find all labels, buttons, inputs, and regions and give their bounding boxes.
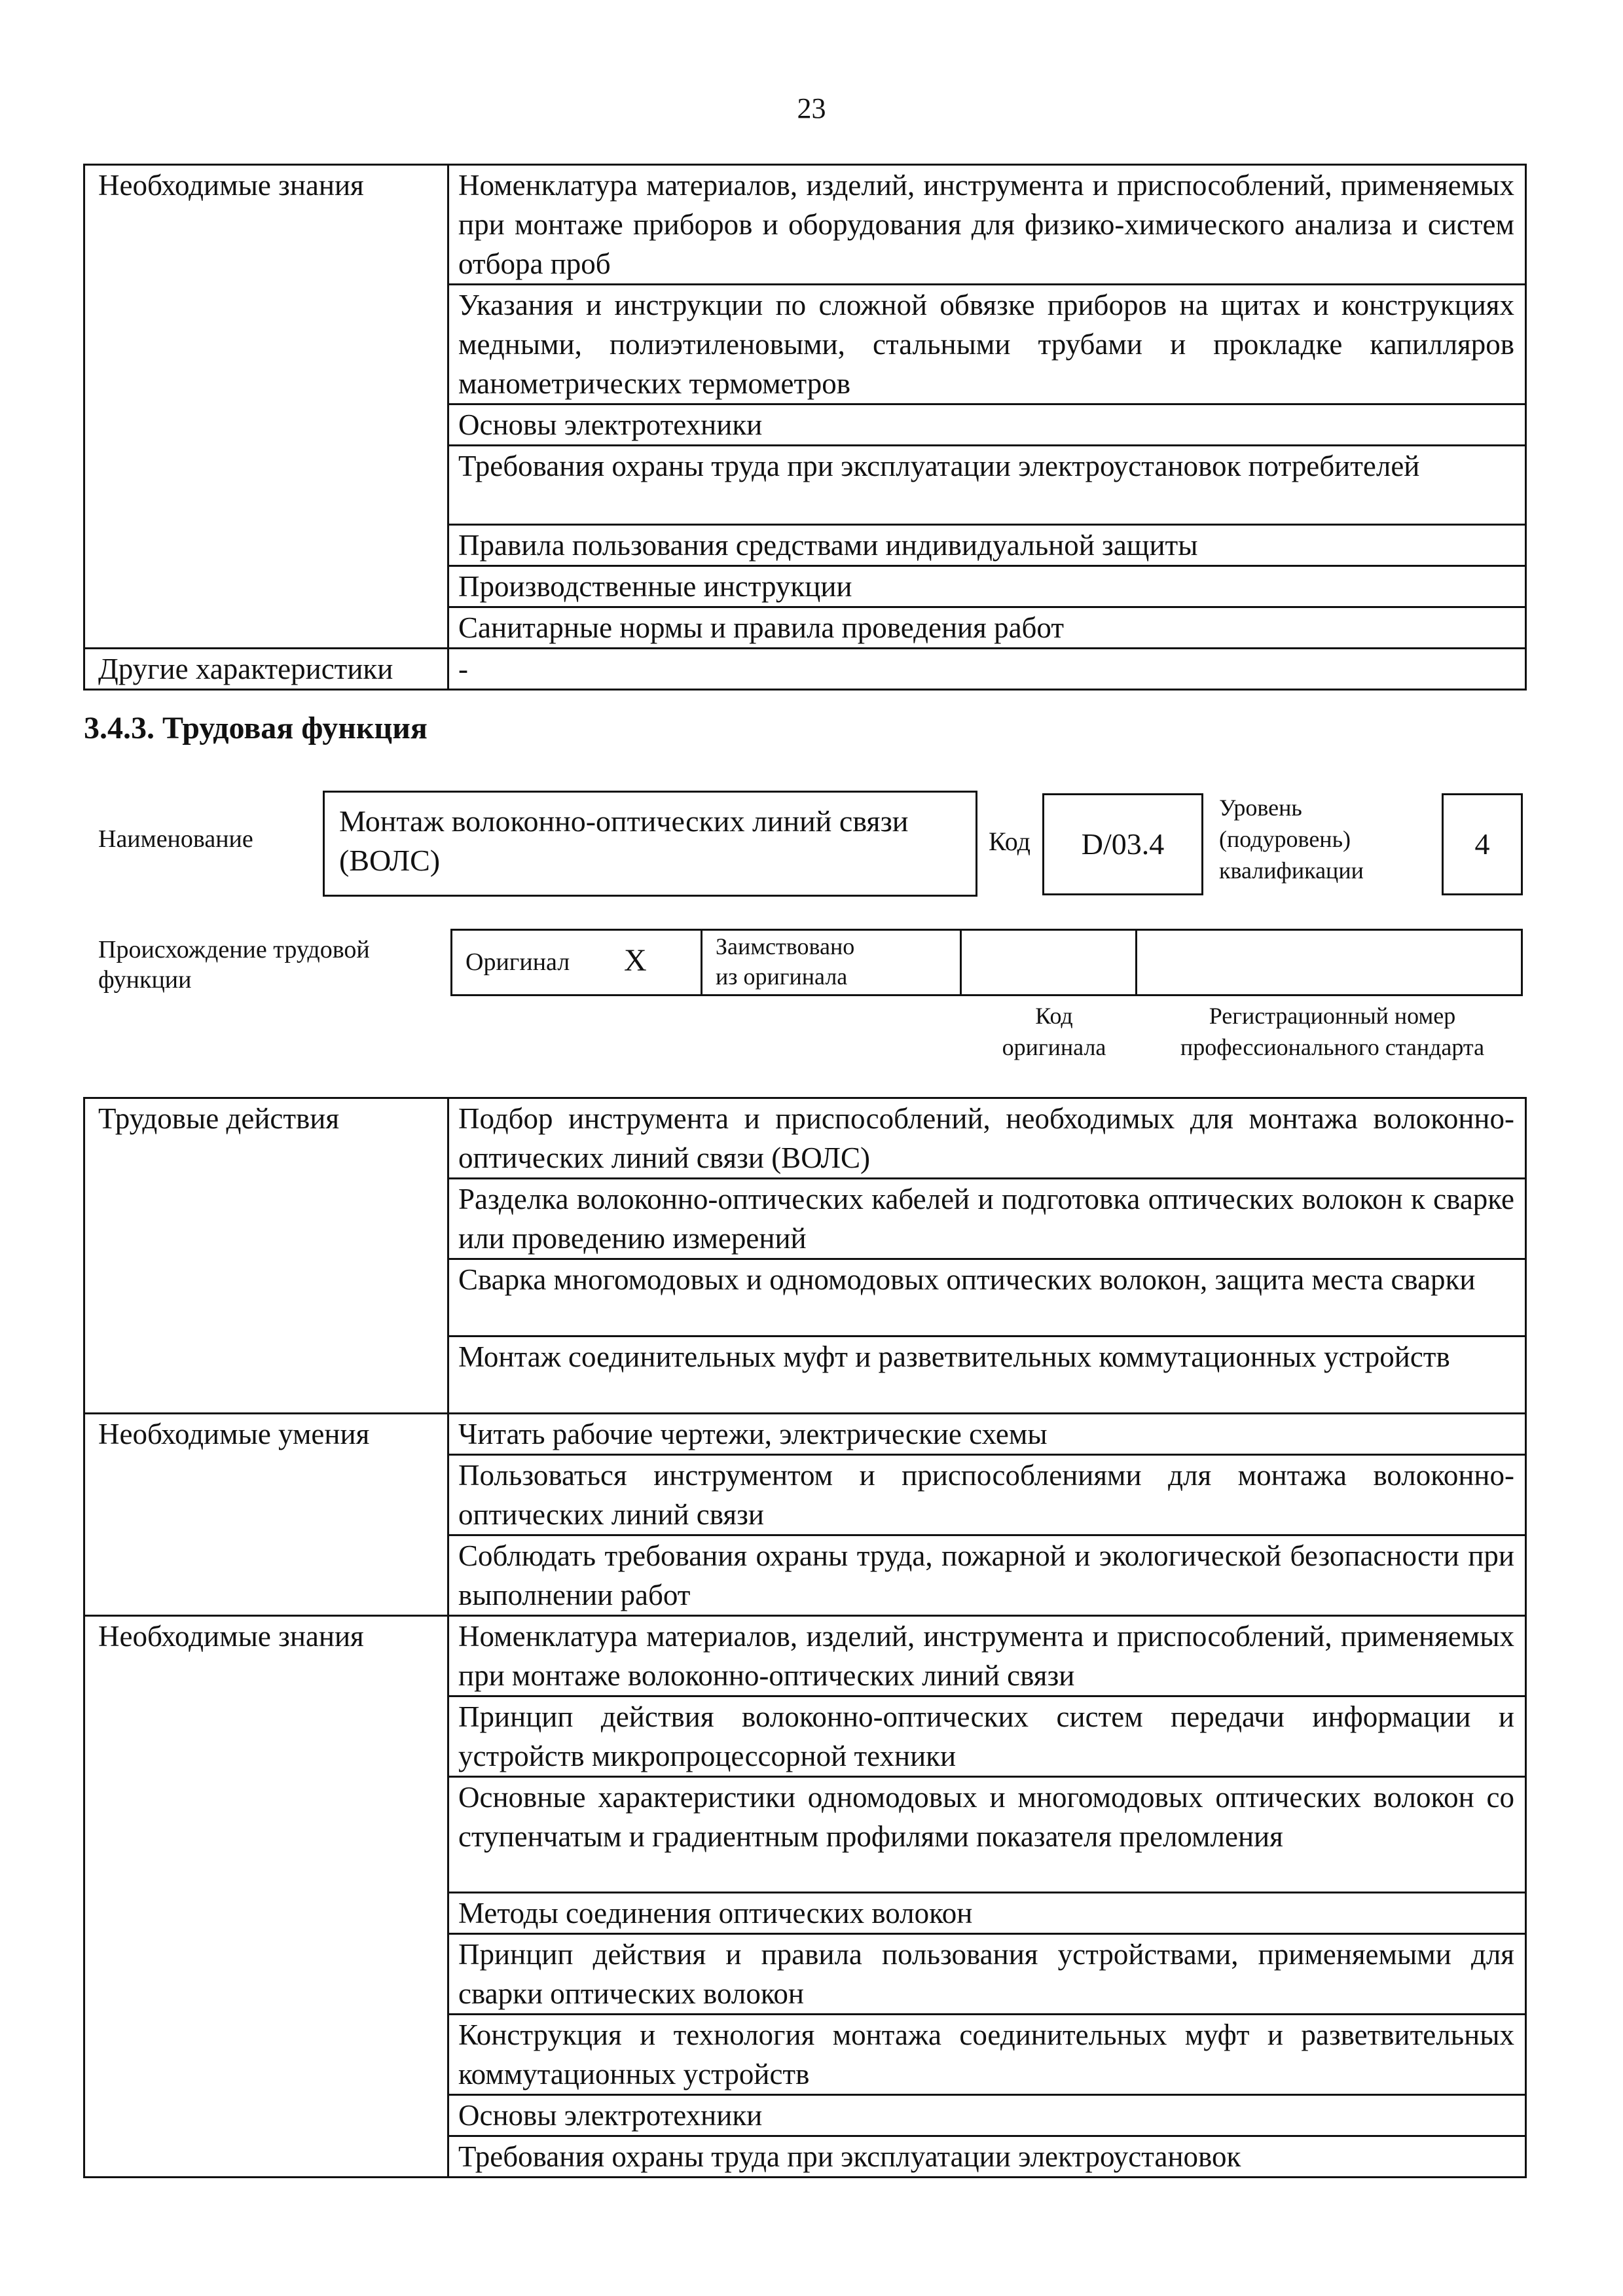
original-cell bbox=[452, 931, 702, 994]
knowledge-item: Номенклатура материалов, изделий, инструмента и приспособлений, применяемых при монтаже волоконно-оптических линий связи bbox=[448, 1616, 1526, 1696]
level-label-line: квалификации bbox=[1219, 857, 1364, 884]
origin-label-line: Происхождение трудовой bbox=[98, 936, 370, 963]
skill-item: Соблюдать требования охраны труда, пожарной и экологической безопасности при выполнении работ bbox=[448, 1535, 1526, 1616]
knowledge-item: Методы соединения оптических волокон bbox=[448, 1893, 1526, 1934]
knowledge-item: Требования охраны труда при эксплуатации электроустановок потребителей bbox=[448, 446, 1526, 525]
knowledge-item: Санитарные нормы и правила проведения работ bbox=[448, 607, 1526, 649]
level-label bbox=[1219, 792, 1364, 886]
original-mark: X bbox=[624, 943, 647, 978]
other-characteristics-label: Другие характеристики bbox=[84, 649, 448, 690]
reg-number-label bbox=[1136, 1000, 1529, 1063]
knowledge-item: Принцип действия и правила пользования устройствами, применяемыми для сварки оптических волокон bbox=[448, 1934, 1526, 2015]
knowledge-item: Указания и инструкции по сложной обвязке приборов на щитах и конструкциях медными, полиэтиленовыми, стальными трубами и прокладке капилляров манометрических термометров bbox=[448, 285, 1526, 404]
page-number: 23 bbox=[797, 92, 826, 124]
actions-label: Трудовые действия bbox=[84, 1098, 448, 1414]
knowledge-item: Основные характеристики одномодовых и многомодовых оптических волокон со ступенчатым и градиентным профилями показателя преломления bbox=[448, 1777, 1526, 1893]
original-label: Оригинал bbox=[465, 948, 570, 976]
skill-item: Пользоваться инструментом и приспособлениями для монтажа волоконно-оптических линий связи bbox=[448, 1455, 1526, 1535]
action-item: Подбор инструмента и приспособлений, необходимых для монтажа волоконно-оптических линий связи (ВОЛС) bbox=[448, 1098, 1526, 1179]
knowledge-item: Правила пользования средствами индивидуальной защиты bbox=[448, 525, 1526, 566]
borrowed-label-line: Заимствовано bbox=[716, 933, 855, 960]
origin-label-line: функции bbox=[98, 966, 192, 994]
code-original-line: оригинала bbox=[1002, 1034, 1106, 1060]
skills-label: Необходимые умения bbox=[84, 1414, 448, 1616]
code-label: Код bbox=[989, 827, 1030, 856]
level-label-line: (подуровень) bbox=[1219, 826, 1351, 852]
code-original-line: Код bbox=[1035, 1003, 1073, 1029]
level-value: 4 bbox=[1442, 793, 1523, 895]
knowledge-item: Производственные инструкции bbox=[448, 566, 1526, 607]
code-original-label bbox=[982, 1000, 1126, 1063]
borrowed-label-line: из оригинала bbox=[716, 963, 848, 990]
reg-number-line: Регистрационный номер bbox=[1209, 1003, 1456, 1029]
knowledge-item: Требования охраны труда при эксплуатации электроустановок bbox=[448, 2136, 1526, 2178]
knowledge-item: Номенклатура материалов, изделий, инструмента и приспособлений, применяемых при монтаже приборов и оборудования для физико-химического анализа и систем отбора проб bbox=[448, 165, 1526, 285]
code-value: D/03.4 bbox=[1042, 793, 1203, 895]
action-item: Сварка многомодовых и одномодовых оптических волокон, защита места сварки bbox=[448, 1259, 1526, 1336]
knowledge-label: Необходимые знания bbox=[84, 1616, 448, 2178]
function-name-box bbox=[323, 791, 977, 897]
function-table bbox=[83, 1097, 1527, 2178]
knowledge-table-continued bbox=[83, 164, 1527, 691]
action-item: Монтаж соединительных муфт и разветвительных коммутационных устройств bbox=[448, 1336, 1526, 1414]
other-characteristics-value: - bbox=[448, 649, 1526, 690]
section-title: 3.4.3. Трудовая функция bbox=[84, 711, 428, 745]
action-item: Разделка волоконно-оптических кабелей и подготовка оптических волокон к сварке или проведению измерений bbox=[448, 1179, 1526, 1259]
knowledge-item: Основы электротехники bbox=[448, 404, 1526, 446]
origin-label bbox=[98, 935, 370, 995]
level-label-line: Уровень bbox=[1219, 795, 1302, 821]
code-original-cell bbox=[962, 931, 1137, 994]
knowledge-item: Основы электротехники bbox=[448, 2095, 1526, 2136]
function-name-value: Монтаж волоконно-оптических линий связи (ВОЛС) bbox=[339, 804, 909, 877]
knowledge-item: Принцип действия волоконно-оптических систем передачи информации и устройств микропроцессорной техники bbox=[448, 1696, 1526, 1777]
reg-number-line: профессионального стандарта bbox=[1180, 1034, 1485, 1060]
borrowed-cell bbox=[702, 931, 962, 994]
reg-number-cell bbox=[1137, 931, 1521, 994]
knowledge-item: Конструкция и технология монтажа соединительных муфт и разветвительных коммутационных устройств bbox=[448, 2015, 1526, 2095]
skill-item: Читать рабочие чертежи, электрические схемы bbox=[448, 1414, 1526, 1455]
name-label: Наименование bbox=[98, 825, 253, 853]
knowledge-label: Необходимые знания bbox=[84, 165, 448, 649]
origin-row bbox=[450, 929, 1523, 996]
